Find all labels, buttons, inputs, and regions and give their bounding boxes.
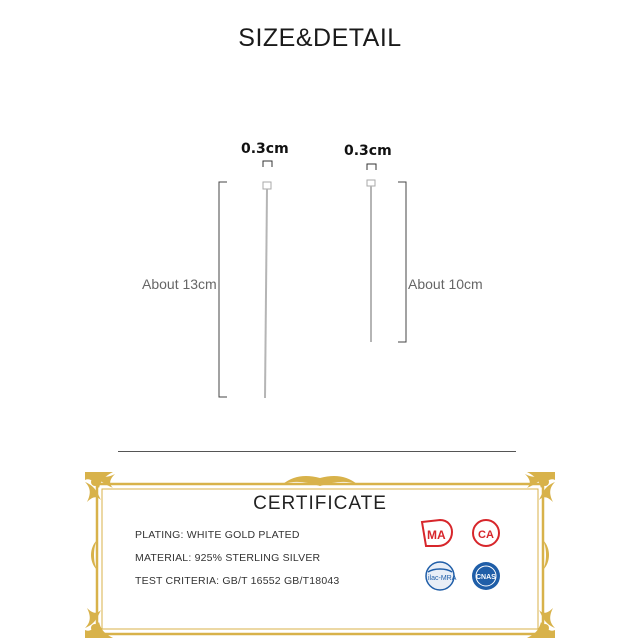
cnas-badge-icon	[472, 562, 500, 590]
ma-badge-text: MA	[427, 528, 446, 542]
section-divider	[118, 451, 516, 452]
certification-badges	[418, 514, 508, 604]
left-width-label: 0.3cm	[241, 141, 289, 157]
right-width-label: 0.3cm	[344, 143, 392, 159]
test-criteria-text: TEST CRITERIA: GB/T 16552 GB/T18043	[135, 575, 340, 587]
left-earring-chain	[263, 182, 271, 398]
right-length-label: About 10cm	[408, 276, 483, 292]
ilac-mra-badge-icon	[426, 562, 457, 590]
right-length-bracket	[398, 182, 406, 342]
plating-text: PLATING: WHITE GOLD PLATED	[135, 529, 300, 541]
left-length-bracket	[219, 182, 227, 397]
left-width-bracket	[263, 161, 272, 167]
material-text: MATERIAL: 925% STERLING SILVER	[135, 552, 321, 564]
right-earring-chain	[367, 180, 375, 342]
ma-badge-icon	[422, 520, 452, 546]
certificate-title: CERTIFICATE	[253, 493, 387, 514]
cnas-badge-text: CNAS	[476, 574, 496, 581]
ca-badge-icon	[473, 520, 499, 546]
left-length-label: About 13cm	[142, 276, 217, 292]
ca-badge-text: CA	[478, 529, 494, 541]
right-width-bracket	[367, 164, 376, 170]
page-title: SIZE&DETAIL	[238, 24, 402, 52]
ilac-badge-text: ilac-MRA	[428, 575, 457, 582]
